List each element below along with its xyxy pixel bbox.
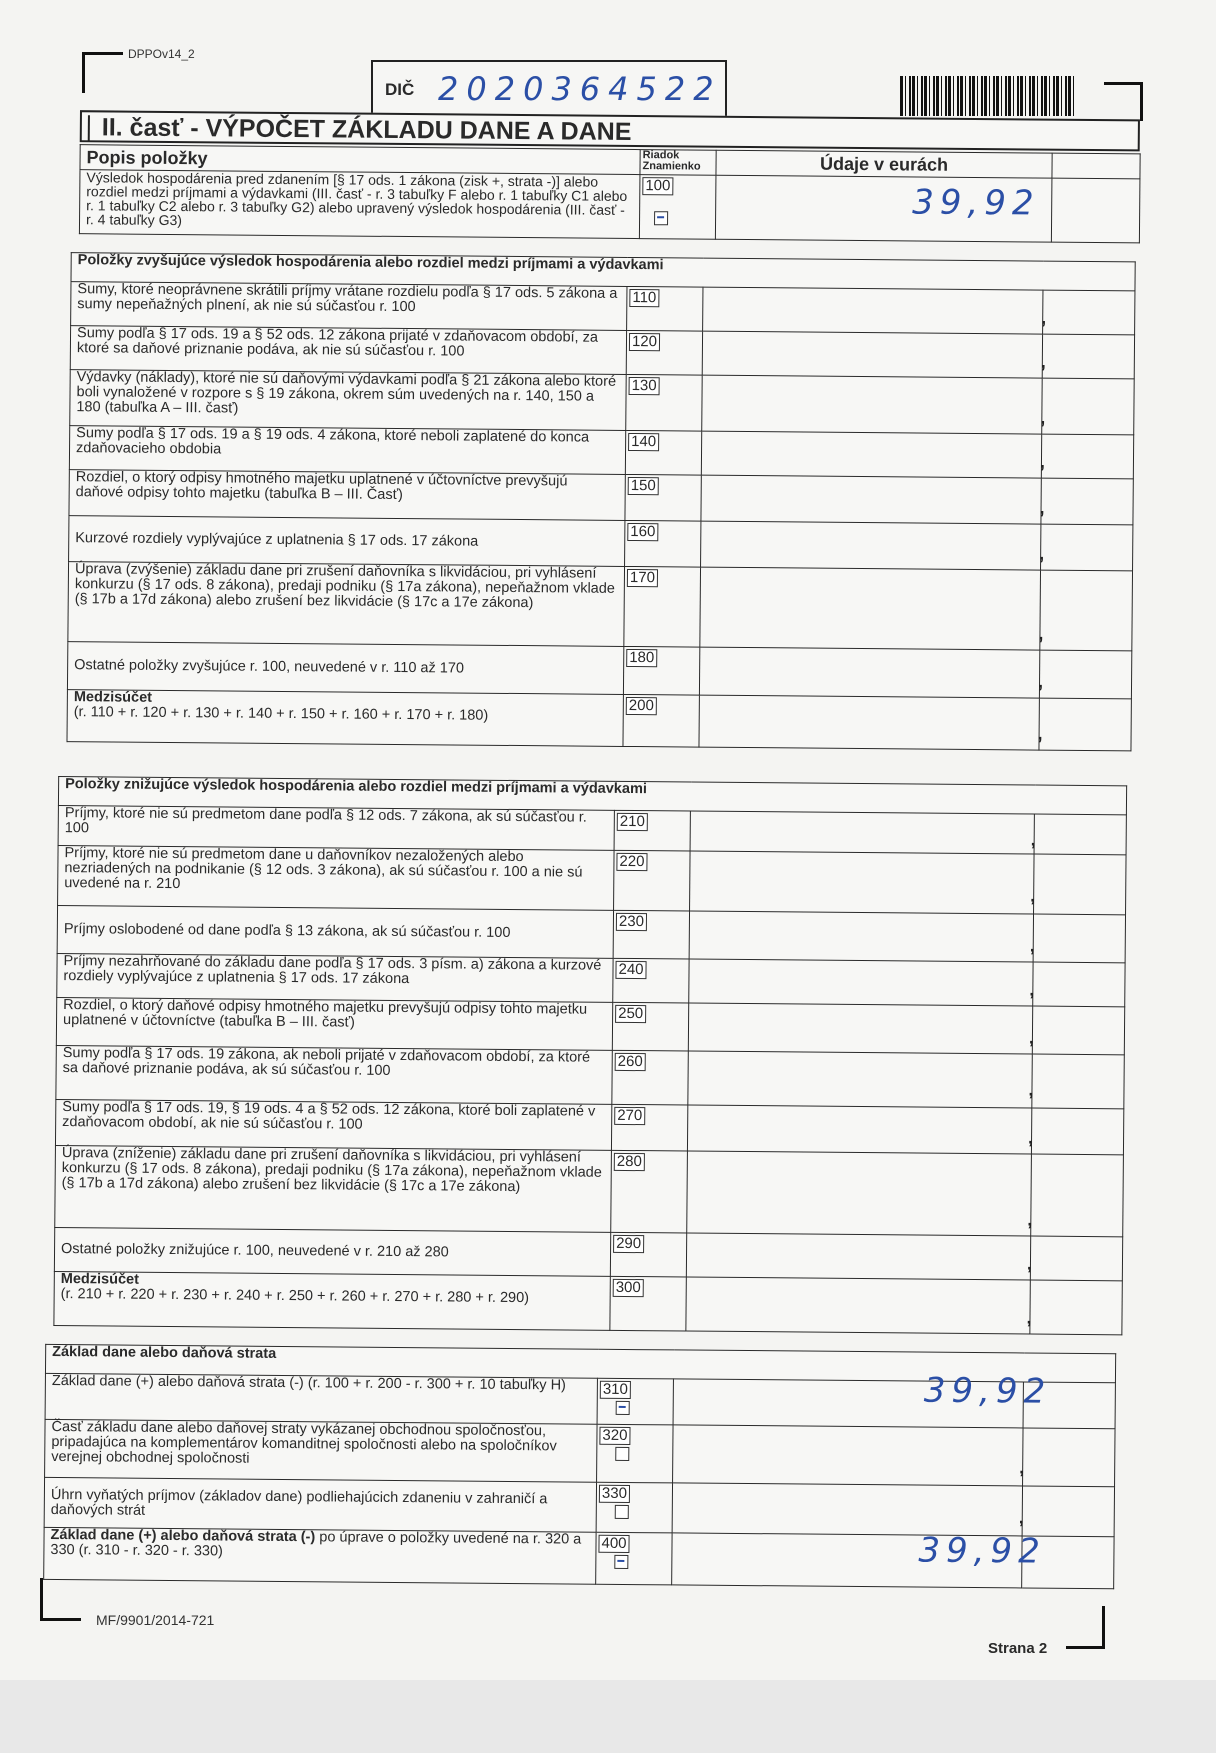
page-number: Strana 2 — [988, 1640, 1048, 1657]
column-header-description: Popis položky — [80, 145, 640, 175]
row-code-cell — [613, 910, 689, 959]
row-310-sign-box[interactable] — [616, 1401, 630, 1415]
row-170-value-field[interactable] — [700, 567, 1044, 650]
row-description: Sumy, ktoré neoprávnene skrátili príjmy vrátane rozdielu podľa § 17 ods. 5 zákona a sumy nepeňažných plnení, ak nie sú súčasťou r. 100 — [71, 282, 627, 331]
table-row-170 — [68, 562, 1133, 651]
decimal-separator: , — [1029, 935, 1035, 956]
row-250-value-field[interactable] — [688, 1003, 1035, 1054]
decimal-separator: , — [1028, 1079, 1034, 1100]
decimal-separator: , — [1039, 497, 1045, 518]
row-310-value-field[interactable] — [673, 1370, 1052, 1428]
row-description: Úprava (zníženie) základu dane pri zrušení daňovníka s likvidáciou, pri vyhlásení konkurzu (§ 17 ods. 8 zákona), predaji podniku (§ 17a zákona), nepeňažnom vklade (§ 17b a 17d zákona) alebo zrušení bez likvidácie (§ 17c a 17e zákona) — [55, 1145, 612, 1232]
row-description: Príjmy oslobodené od dane podľa § 13 zákona, ak sú súčasťou r. 100 — [57, 906, 613, 959]
row-code-cell — [627, 286, 703, 331]
registration-mark-top-left — [82, 52, 123, 93]
row-spare-cell — [1034, 814, 1126, 855]
registration-mark-bottom-right — [1066, 1606, 1105, 1649]
row-code: 290 — [613, 1235, 644, 1253]
row-100-code-cell — [639, 175, 716, 240]
row-description: Časť základu dane alebo daňovej straty vykázanej obchodnou spoločnosťou, pripadajúca na komplementárov komanditnej spoločnosti alebo na spoločníkov verejnej obchodnej spoločnosti — [45, 1419, 597, 1482]
row-160-value-field[interactable] — [701, 521, 1045, 570]
row-140-value-field[interactable] — [701, 431, 1046, 478]
row-100-sign-box[interactable] — [654, 211, 668, 225]
row-code-cell — [612, 1002, 688, 1051]
decimal-separator: , — [1037, 671, 1044, 692]
row-code: 140 — [628, 433, 659, 451]
row-100-value: 39,92 — [912, 182, 1040, 224]
row-code-cell — [623, 694, 699, 747]
row-code: 250 — [615, 1005, 646, 1023]
registration-mark-top-right — [1104, 82, 1143, 121]
row-code: 200 — [626, 697, 657, 715]
row-description: Úhrn vyňatých príjmov (základov dane) podliehajúcich zdaneniu v zahraničí a daňových strát — [44, 1477, 596, 1532]
row-110-value-field[interactable] — [703, 287, 1047, 334]
row-spare-cell — [1030, 1280, 1122, 1335]
row-code: 320 — [599, 1427, 630, 1445]
section-decrease-title: Položky znižujúce výsledok hospodárenia alebo rozdiel medzi príjmami a výdavkami — [58, 777, 1126, 815]
row-description: Úprava (zvýšenie) základu dane pri zrušení daňovníka s likvidáciou, pri vyhlásení konkurzu (§ 17 ods. 8 zákona), predaji podniku (§ 17a zákona), nepeňažnom vklade (§ 17b a 17d zákona) alebo zrušení bez likvidácie (§ 17c a 17e zákona) — [68, 562, 625, 647]
row-description: Výdavky (náklady), ktoré nie sú daňovými výdavkami podľa § 21 zákona alebo ktoré boli vynaložené v rozpore s § 19 zákona, okrem súm uvedených na r. 140, 150 a 180 (tabuľka A – III. časť) — [70, 370, 626, 431]
row-spare-cell — [1040, 570, 1133, 651]
row-code: 220 — [616, 853, 647, 871]
row-description: Medzisúčet (r. 110 + r. 120 + r. 130 + r. 140 + r. 150 + r. 160 + r. 170 + r. 180) — [67, 690, 623, 747]
section-increase-title: Položky zvyšujúce výsledok hospodárenia alebo rozdiel medzi príjmami a výdavkami — [71, 253, 1135, 291]
row-400-sign-box[interactable] — [614, 1555, 628, 1569]
row-260-value-field[interactable] — [688, 1051, 1032, 1108]
row-320-sign-box[interactable] — [615, 1447, 629, 1461]
row-100-value-field[interactable] — [715, 175, 1052, 242]
row-description: Sumy podľa § 17 ods. 19 a § 19 ods. 4 zákona, ktoré neboli zaplatené do konca zdaňovacieho obdobia — [69, 426, 625, 475]
row-spare-cell — [1031, 1108, 1123, 1155]
row-description: Základ dane (+) alebo daňová strata (-) (r. 100 + r. 200 - r. 300 + r. 10 tabuľky H) — [45, 1373, 597, 1424]
table-row-220 — [58, 846, 1126, 915]
row-270-value-field[interactable] — [687, 1105, 1034, 1154]
decimal-separator: , — [1019, 1457, 1025, 1478]
row-code: 180 — [626, 649, 657, 667]
row-code-cell — [625, 430, 701, 475]
row-spare-cell — [1042, 378, 1135, 435]
decimal-separator: , — [1027, 1127, 1034, 1148]
decimal-separator: , — [1037, 723, 1043, 744]
table-header-section — [79, 144, 1141, 243]
dic-value: 2020364522 — [438, 70, 722, 108]
row-code-cell — [625, 474, 701, 521]
row-330-value-field[interactable] — [672, 1483, 1022, 1536]
section-increase — [66, 252, 1135, 751]
column-header-values: Údaje v eurách — [716, 150, 1052, 178]
row-description: Sumy podľa § 17 ods. 19 a § 52 ods. 12 zákona prijaté v zdaňovacom období, za ktoré sa daňové priznanie podáva, ak nie sú súčasťou r. 100 — [70, 326, 626, 375]
row-150-value-field[interactable] — [701, 475, 1045, 524]
section-decrease — [53, 776, 1127, 1335]
table-row-280 — [55, 1145, 1124, 1236]
decimal-separator: , — [1040, 407, 1046, 428]
row-code: 160 — [627, 523, 658, 541]
row-code: 260 — [615, 1053, 646, 1071]
row-description: Medzisúčet (r. 210 + r. 220 + r. 230 + r. 240 + r. 250 + r. 260 + r. 270 + r. 280 + r. 290) — [54, 1271, 610, 1330]
decimal-separator: , — [1030, 885, 1036, 906]
form-code: DPPOv14_2 — [128, 47, 195, 61]
row-spare-cell — [1039, 698, 1131, 751]
row-spare-cell — [1030, 1236, 1122, 1281]
row-description: Rozdiel, o ktorý daňové odpisy hmotného majetku prevyšujú odpisy tohto majetku uplatnené v účtovníctve (tabuľka B – III. časť) — [56, 998, 612, 1051]
table-row-100 — [79, 170, 1140, 243]
row-code-cell — [613, 958, 689, 1003]
row-180-value-field[interactable] — [699, 647, 1044, 698]
row-code: 240 — [615, 961, 646, 979]
row-code-cell — [611, 1150, 688, 1233]
row-code: 120 — [629, 333, 660, 351]
row-code-cell — [623, 646, 699, 695]
row-code: 270 — [614, 1107, 645, 1125]
row-spare-cell — [1041, 434, 1133, 479]
row-100-code: 100 — [642, 177, 673, 195]
row-spare-cell — [1039, 650, 1131, 699]
row-spare-cell — [1043, 290, 1135, 335]
row-spare-cell — [1023, 1428, 1116, 1487]
decimal-separator: , — [1041, 307, 1047, 328]
row-code: 230 — [616, 913, 647, 931]
row-code-cell — [597, 1424, 674, 1483]
row-220-value-field[interactable] — [690, 851, 1035, 914]
row-200-value-field[interactable] — [699, 695, 1043, 750]
row-code-cell — [614, 850, 691, 911]
row-240-value-field[interactable] — [689, 959, 1033, 1006]
decimal-separator: , — [1028, 1027, 1035, 1048]
row-code-cell — [596, 1532, 672, 1585]
row-code-cell — [612, 1050, 688, 1105]
row-spare-cell — [1051, 178, 1140, 243]
row-code: 150 — [628, 477, 659, 495]
row-description: Príjmy, ktoré nie sú predmetom dane podľa § 12 ods. 7 zákona, ak sú súčasťou r. 100 — [58, 806, 614, 851]
row-spare-cell — [1034, 854, 1127, 915]
row-230-value-field[interactable] — [689, 911, 1033, 962]
column-header-code: Riadok Znamienko — [640, 150, 716, 176]
table-row-300 — [54, 1271, 1122, 1334]
row-spare-cell — [1041, 524, 1133, 571]
table-row-200 — [67, 690, 1131, 751]
part-title: II. časť - VÝPOČET ZÁKLADU DANE A DANE — [80, 110, 1140, 151]
row-spare-cell — [1033, 962, 1125, 1007]
row-description: Kurzové rozdiely vyplývajúce z uplatnenia § 17 ods. 17 zákona — [69, 516, 625, 567]
decimal-separator: , — [1018, 1507, 1024, 1528]
row-code-cell — [610, 1232, 686, 1277]
row-code: 330 — [599, 1485, 630, 1503]
row-code: 210 — [617, 813, 648, 831]
row-description: Sumy podľa § 17 ods. 19 zákona, ak neboli prijaté v zdaňovacom období, za ktoré sa daňové priznanie podáva, ak sú súčasťou r. 100 — [56, 1046, 612, 1105]
row-code-cell — [611, 1104, 687, 1151]
decimal-separator: , — [1026, 1307, 1032, 1328]
row-code: 130 — [629, 377, 660, 395]
form-body — [47, 110, 1140, 1599]
row-spare-cell — [1033, 914, 1125, 963]
dic-label: DIČ — [385, 80, 415, 99]
row-spare-cell — [1032, 1006, 1124, 1055]
row-300-value-field[interactable] — [686, 1277, 1030, 1334]
footer-form-number: MF/9901/2014-721 — [96, 1612, 215, 1628]
row-description: Príjmy nezahrňované do základu dane podľa § 17 ods. 3 písm. a) zákona a kurzové rozdiely vyplývajúce z uplatnenia § 17 ods. 17 zákona — [57, 954, 613, 1003]
row-120-value-field[interactable] — [702, 331, 1046, 378]
table-row-130 — [70, 370, 1134, 435]
row-description: Sumy podľa § 17 ods. 19, § 19 ods. 4 a § 52 ods. 12 zákona, ktoré boli zaplatené v zdaňovacom období, ak nie sú súčasťou r. 100 — [55, 1100, 611, 1151]
table-row-260 — [56, 1046, 1124, 1109]
row-code: 310 — [600, 1381, 631, 1399]
row-code-cell — [626, 330, 702, 375]
row-code: 170 — [627, 569, 658, 587]
row-code-cell — [610, 1276, 686, 1331]
row-330-sign-box[interactable] — [615, 1505, 629, 1519]
row-280-value-field[interactable] — [687, 1151, 1032, 1236]
section-base — [43, 1344, 1116, 1589]
barcode — [900, 76, 1075, 116]
row-spare-cell — [1041, 478, 1133, 525]
row-100-description: Výsledok hospodárenia pred zdanením [§ 17 ods. 1 zákona (zisk +, strata -)] alebo rozdiel medzi príjmami a výdavkami (III. časť - r. 3 tabuľky F alebo r. 1 tabuľky C1 alebo r. 1 tabuľky C2 alebo r. 3 tabuľky G2) alebo upravený výsledok hospodárenia (III. časť - r. 4 tabuľky G3) — [79, 170, 640, 239]
row-spare-cell — [1042, 334, 1134, 379]
row-spare-cell — [1032, 1054, 1124, 1109]
row-code: 300 — [613, 1279, 644, 1297]
row-description — [1052, 153, 1140, 179]
row-description: Ostatné položky znižujúce r. 100, neuvedené v r. 210 až 280 — [54, 1227, 610, 1276]
row-code-cell — [596, 1482, 672, 1533]
decimal-separator: , — [1039, 543, 1045, 564]
row-400-value: 39,92 — [918, 1530, 1046, 1572]
row-description: Príjmy, ktoré nie sú predmetom dane u daňovníkov nezaložených alebo nezriadených na podnikanie (§ 12 ods. 3 zákona), ak sú súčasťou r. 100 a nie sú uvedené na r. 210 — [58, 846, 615, 911]
row-code: 400 — [598, 1535, 629, 1553]
row-description: Ostatné položky zvyšujúce r. 100, neuvedené v r. 110 až 170 — [67, 642, 623, 695]
section-base-title: Základ dane alebo daňová strata — [45, 1344, 1115, 1382]
decimal-separator: , — [1029, 979, 1035, 1000]
row-spare-cell — [1031, 1154, 1124, 1237]
decimal-separator: , — [1039, 451, 1046, 472]
decimal-separator: , — [1030, 829, 1036, 850]
row-code-cell — [614, 810, 690, 851]
row-code-cell — [624, 566, 701, 647]
row-description: Základ dane (+) alebo daňová strata (-) po úprave o položky uvedené na r. 320 a 330 (r. 310 - r. 320 - r. 330) — [44, 1527, 596, 1584]
row-210-value-field[interactable] — [690, 811, 1034, 854]
row-310-value: 39,92 — [923, 1370, 1052, 1412]
row-code: 280 — [614, 1153, 645, 1171]
row-code-cell — [626, 374, 702, 431]
table-row-320 — [45, 1419, 1115, 1486]
decimal-separator: , — [1040, 351, 1046, 372]
table-row-400 — [44, 1527, 1114, 1588]
row-code-cell — [597, 1378, 673, 1425]
row-spare-cell — [1022, 1486, 1114, 1537]
row-320-value-field[interactable] — [673, 1425, 1023, 1486]
row-400-value-field[interactable] — [672, 1530, 1046, 1588]
row-description: Rozdiel, o ktorý odpisy hmotného majetku uplatnené v účtovníctve prevyšujú daňové odpisy tohto majetku (tabuľka B – III. Časť) — [69, 470, 625, 521]
row-code: 110 — [629, 289, 659, 307]
decimal-separator: , — [1038, 623, 1044, 644]
decimal-separator: , — [1026, 1253, 1033, 1274]
row-290-value-field[interactable] — [686, 1233, 1033, 1280]
row-130-value-field[interactable] — [702, 375, 1046, 434]
row-code-cell — [625, 520, 701, 567]
decimal-separator: , — [1027, 1209, 1033, 1230]
